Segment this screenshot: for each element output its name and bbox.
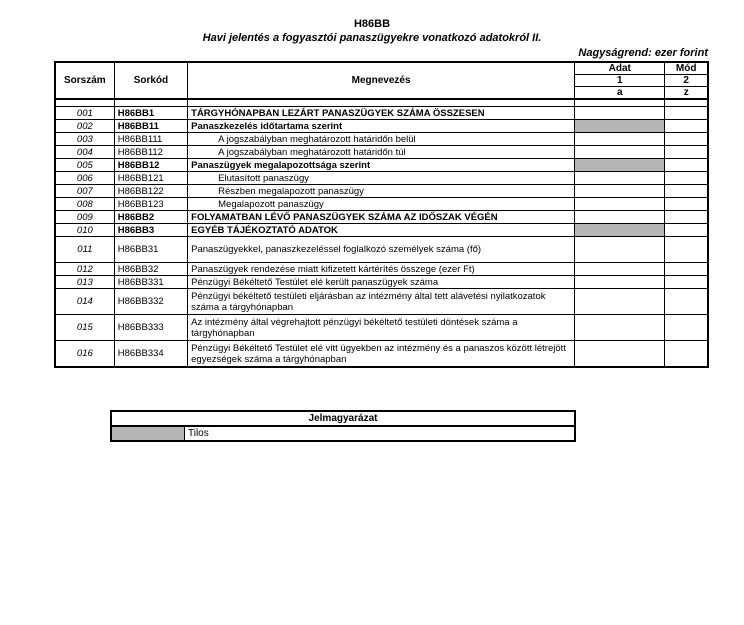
row-name: Pénzügyi Békéltető Testület elé került panaszügyek száma — [188, 276, 575, 289]
form-code: H86BB — [353, 18, 391, 30]
col-megnevezes: Megnevezés — [188, 62, 575, 99]
mod-cell[interactable] — [665, 133, 708, 146]
forbidden-cell — [575, 159, 665, 172]
legend-table — [110, 410, 576, 442]
row-num: 016 — [55, 341, 114, 368]
col-mod: Mód — [665, 62, 708, 75]
row-num: 014 — [55, 289, 114, 315]
table-row — [55, 237, 708, 263]
mod-cell[interactable] — [665, 315, 708, 341]
row-code: H86BB331 — [114, 276, 187, 289]
table-row — [55, 276, 708, 289]
table-row — [55, 289, 708, 315]
row-name: FOLYAMATBAN LÉVŐ PANASZÜGYEK SZÁMA AZ IDŐSZAK VÉGÉN — [188, 211, 575, 224]
data-cell[interactable] — [575, 211, 665, 224]
col-adat: Adat — [575, 62, 665, 75]
legend-title: Jelmagyarázat — [111, 411, 575, 426]
table-row — [55, 341, 708, 368]
row-name: Megalapozott panaszügy — [188, 198, 575, 211]
row-num: 007 — [55, 185, 114, 198]
row-num: 001 — [55, 107, 114, 120]
table-row — [55, 185, 708, 198]
row-name: Részben megalapozott panaszügy — [188, 185, 575, 198]
table-row — [55, 159, 708, 172]
data-cell[interactable] — [575, 185, 665, 198]
row-num: 011 — [55, 237, 114, 263]
row-code: H86BB332 — [114, 289, 187, 315]
mod-cell[interactable] — [665, 237, 708, 263]
row-code: H86BB123 — [114, 198, 187, 211]
form-title: Havi jelentés a fogyasztói panaszügyekre vonatkozó adatokról II. — [202, 32, 542, 44]
row-num: 003 — [55, 133, 114, 146]
row-name: A jogszabályban meghatározott határidőn belül — [188, 133, 575, 146]
row-num: 005 — [55, 159, 114, 172]
row-name: Panaszügyekkel, panaszkezeléssel foglalkozó személyek száma (fő) — [188, 237, 575, 263]
table-row — [55, 211, 708, 224]
col-adat-letter: a — [575, 87, 665, 100]
unit-label: Nagyságrend: ezer forint — [578, 47, 708, 59]
row-name: A jogszabályban meghatározott határidőn túl — [188, 146, 575, 159]
table-row — [55, 133, 708, 146]
mod-cell[interactable] — [665, 120, 708, 133]
forbidden-cell — [575, 120, 665, 133]
row-name: EGYÉB TÁJÉKOZTATÓ ADATOK — [188, 224, 575, 237]
row-num: 013 — [55, 276, 114, 289]
row-name: Panaszügyek rendezése miatt kifizetett kártérítés összege (ezer Ft) — [188, 263, 575, 276]
row-num: 008 — [55, 198, 114, 211]
row-code: H86BB12 — [114, 159, 187, 172]
row-code: H86BB121 — [114, 172, 187, 185]
data-cell[interactable] — [575, 289, 665, 315]
row-num: 002 — [55, 120, 114, 133]
data-cell[interactable] — [575, 107, 665, 120]
row-num: 015 — [55, 315, 114, 341]
data-cell[interactable] — [575, 237, 665, 263]
data-cell[interactable] — [575, 341, 665, 368]
mod-cell[interactable] — [665, 276, 708, 289]
row-num: 004 — [55, 146, 114, 159]
table-row — [55, 172, 708, 185]
row-code: H86BB2 — [114, 211, 187, 224]
table-row — [55, 224, 708, 237]
mod-cell[interactable] — [665, 185, 708, 198]
col-adat-num: 1 — [575, 75, 665, 87]
table-row — [55, 198, 708, 211]
row-num: 010 — [55, 224, 114, 237]
row-num: 012 — [55, 263, 114, 276]
row-name: Az intézmény által végrehajtott pénzügyi békéltető testületi döntések száma a tárgyhónapban — [188, 315, 575, 341]
row-code: H86BB334 — [114, 341, 187, 368]
row-name: Pénzügyi Békéltető Testület elé vitt ügyekben az intézmény és a panaszos között létrejött egyezségek száma a tárgyhónapban — [188, 341, 575, 368]
row-num: 009 — [55, 211, 114, 224]
data-cell[interactable] — [575, 146, 665, 159]
row-code: H86BB31 — [114, 237, 187, 263]
col-sorkod: Sorkód — [114, 62, 187, 99]
data-cell[interactable] — [575, 198, 665, 211]
row-code: H86BB3 — [114, 224, 187, 237]
col-mod-num: 2 — [665, 75, 708, 87]
mod-cell[interactable] — [665, 159, 708, 172]
forbidden-cell — [575, 224, 665, 237]
data-cell[interactable] — [575, 276, 665, 289]
mod-cell[interactable] — [665, 146, 708, 159]
legend-gray-swatch — [111, 426, 185, 441]
row-name: Panaszügyek megalapozottsága szerint — [188, 159, 575, 172]
mod-cell[interactable] — [665, 289, 708, 315]
mod-cell[interactable] — [665, 263, 708, 276]
table-row — [55, 107, 708, 120]
col-mod-letter: z — [665, 87, 708, 100]
row-code: H86BB122 — [114, 185, 187, 198]
row-code: H86BB1 — [114, 107, 187, 120]
col-sorszam: Sorszám — [55, 62, 114, 99]
row-name: Elutasított panaszügy — [188, 172, 575, 185]
data-cell[interactable] — [575, 315, 665, 341]
table-row — [55, 146, 708, 159]
mod-cell[interactable] — [665, 224, 708, 237]
legend-tilos-label: Tilos — [185, 426, 576, 441]
report-table — [54, 61, 709, 368]
data-cell[interactable] — [575, 133, 665, 146]
row-code: H86BB32 — [114, 263, 187, 276]
row-code: H86BB333 — [114, 315, 187, 341]
row-name: Panaszkezelés időtartama szerint — [188, 120, 575, 133]
table-row — [55, 315, 708, 341]
mod-cell[interactable] — [665, 107, 708, 120]
row-code: H86BB112 — [114, 146, 187, 159]
mod-cell[interactable] — [665, 211, 708, 224]
row-code: H86BB11 — [114, 120, 187, 133]
data-cell[interactable] — [575, 172, 665, 185]
mod-cell[interactable] — [665, 341, 708, 368]
row-num: 006 — [55, 172, 114, 185]
table-row — [55, 120, 708, 133]
row-code: H86BB111 — [114, 133, 187, 146]
table-row — [55, 263, 708, 276]
row-name: TÁRGYHÓNAPBAN LEZÁRT PANASZÜGYEK SZÁMA ÖSSZESEN — [188, 107, 575, 120]
data-cell[interactable] — [575, 263, 665, 276]
row-name: Pénzügyi békéltető testületi eljárásban az intézmény által tett alávetési nyilatkozatok száma a tárgyhónapban — [188, 289, 575, 315]
mod-cell[interactable] — [665, 172, 708, 185]
mod-cell[interactable] — [665, 198, 708, 211]
